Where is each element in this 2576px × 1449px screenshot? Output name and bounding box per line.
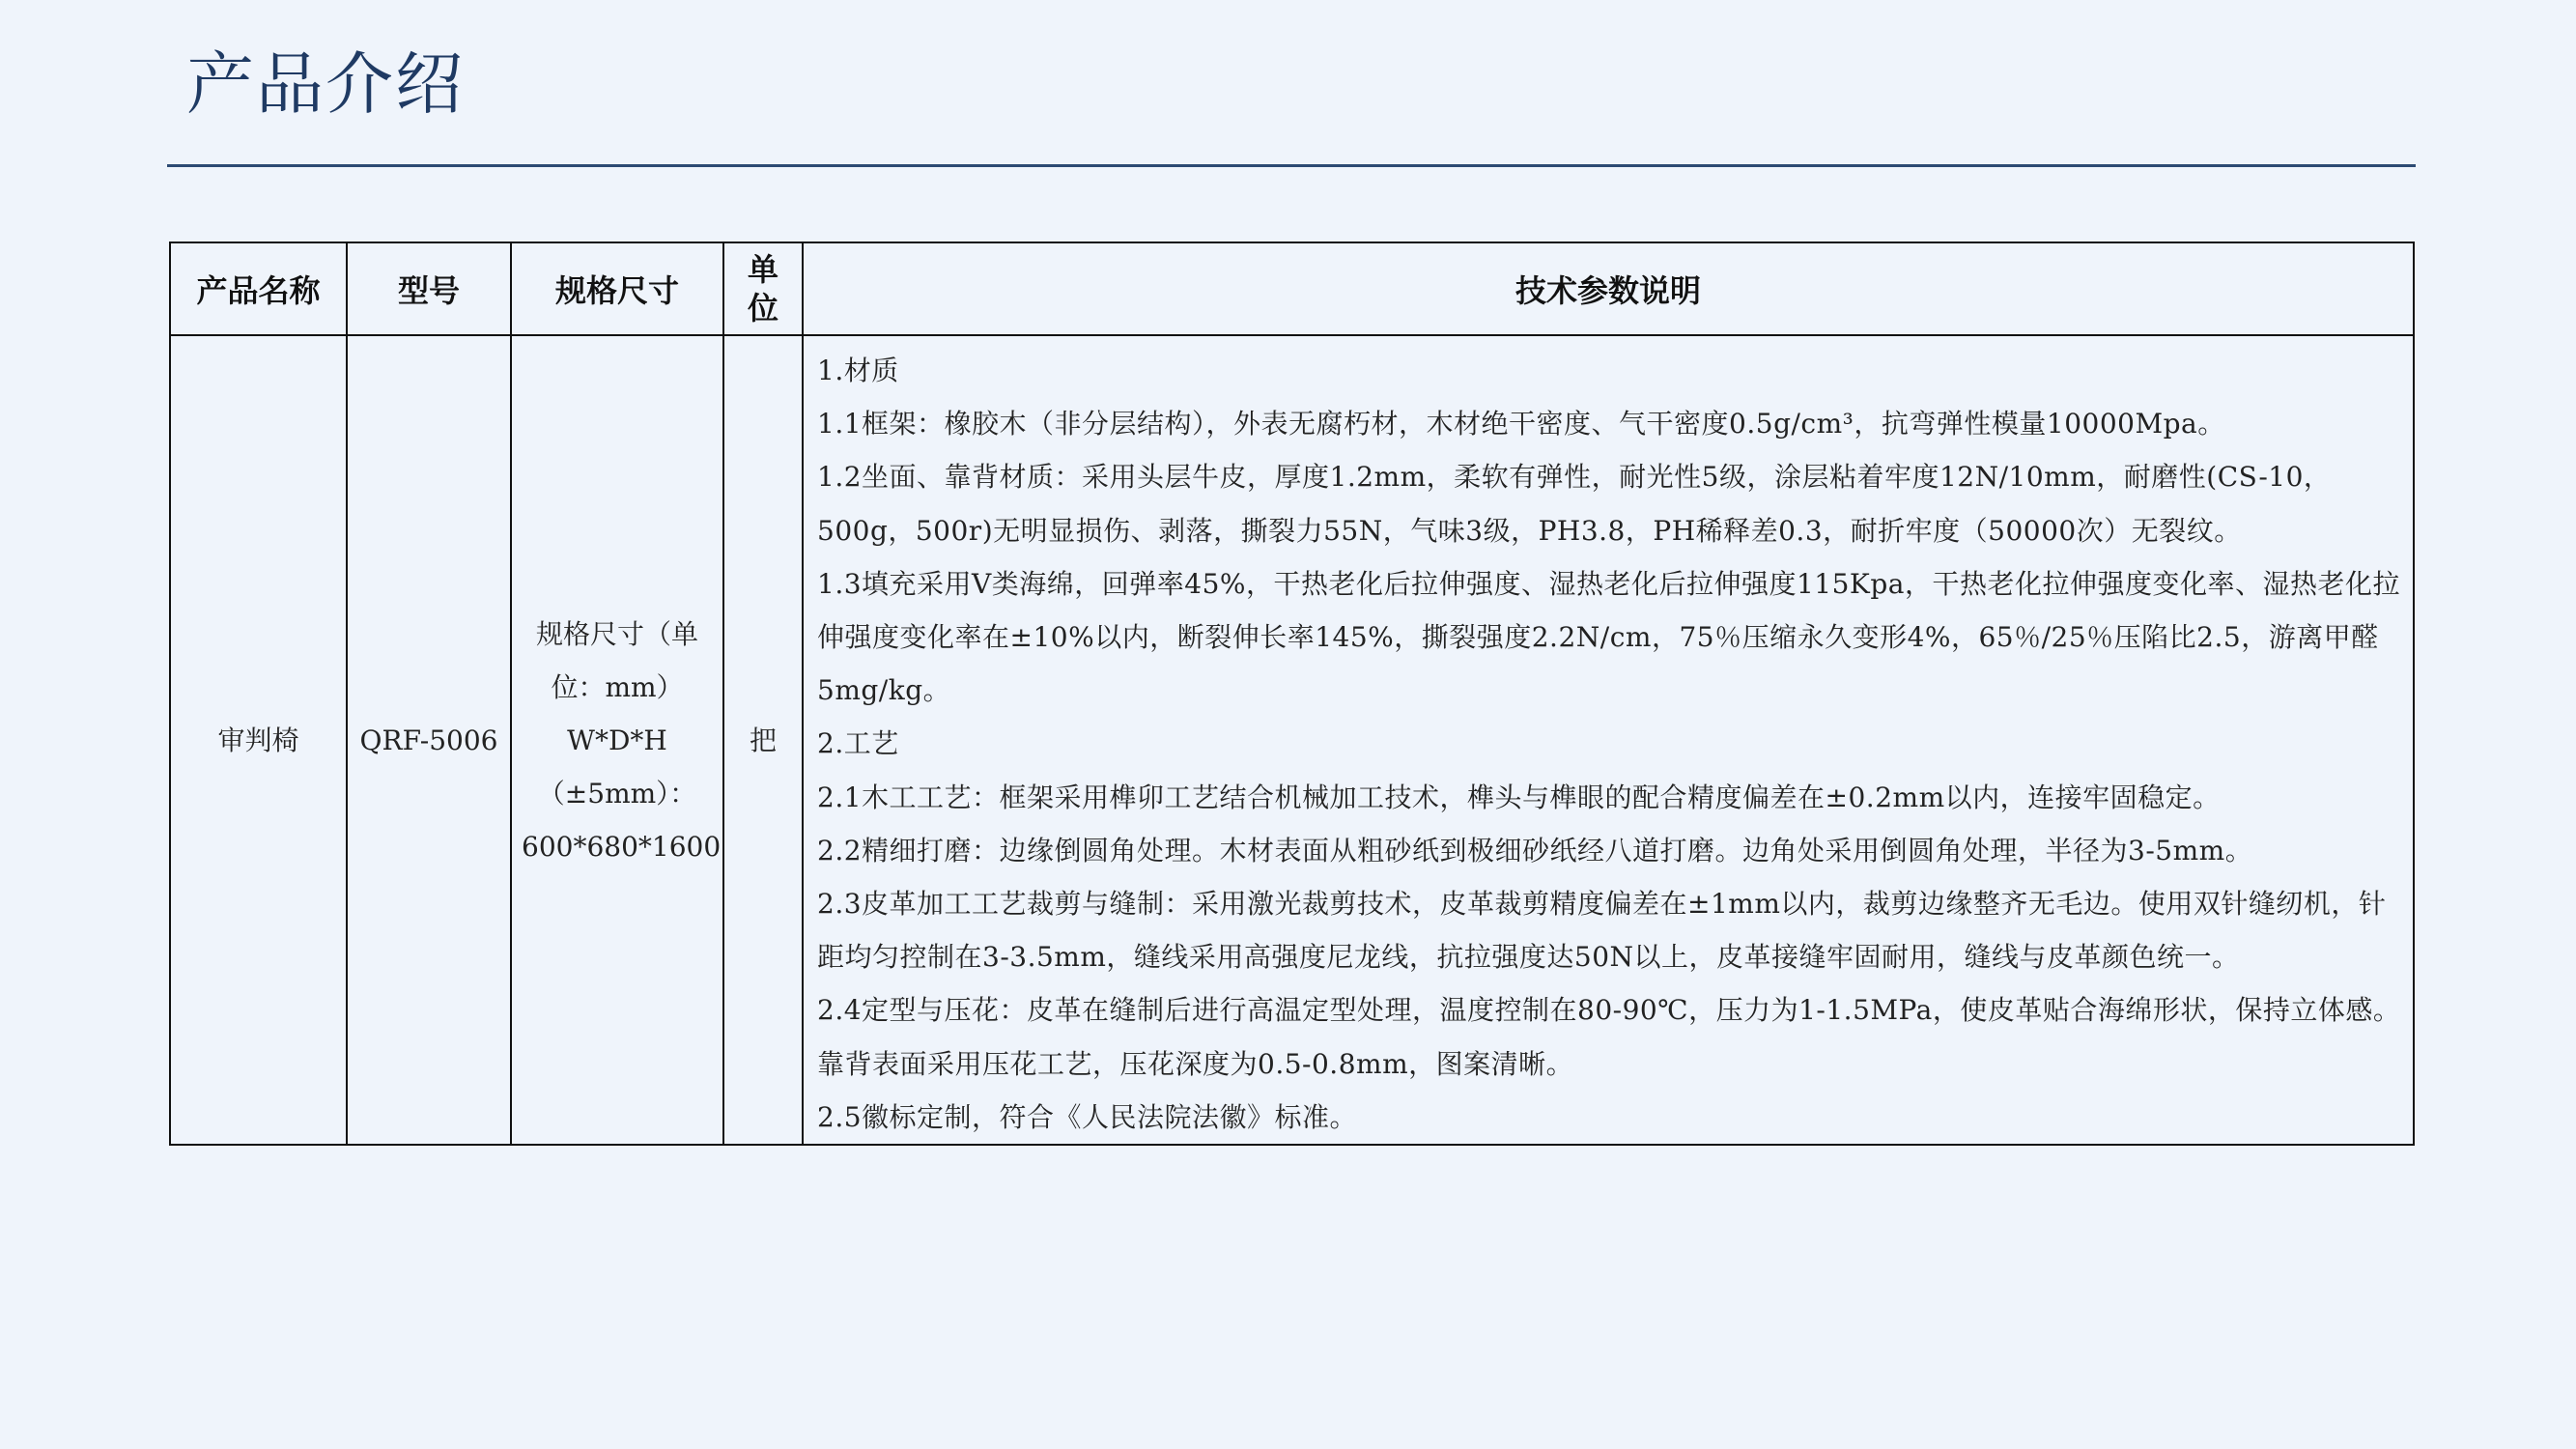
table-row xyxy=(170,335,2414,1145)
tech-line-shaping-embossing: 2.4定型与压花：皮革在缝制后进行高温定型处理，温度控制在80-90℃，压力为1-1.5MPa，使皮革贴合海绵形状，保持立体感。靠背表面采用压花工艺，压花深度为0.5-0.8mm，图案清晰。 xyxy=(817,994,2401,1080)
cell-model: QRF-5006 xyxy=(347,335,511,1145)
product-spec-table xyxy=(169,242,2415,1146)
header-product-name: 产品名称 xyxy=(170,242,347,335)
cell-product-name: 审判椅 xyxy=(170,335,347,1145)
tech-line-material-heading: 1.材质 xyxy=(817,355,899,386)
header-size: 规格尺寸 xyxy=(511,242,723,335)
cell-tech-params xyxy=(803,335,2414,1145)
tech-line-sanding: 2.2精细打磨：边缘倒圆角处理。木材表面从粗砂纸到极细砂纸经八道打磨。边角处采用倒圆角处理，半径为3-5mm。 xyxy=(817,834,2253,867)
tech-line-leather-cutting: 2.3皮革加工工艺裁剪与缝制：采用激光裁剪技术，皮革裁剪精度偏差在±1mm以内，裁剪边缘整齐无毛边。使用双针缝纫机，针距均匀控制在3-3.5mm，缝线采用高强度尼龙线，抗拉强度达50N以上，皮革接缝牢固耐用，缝线与皮革颜色统一。 xyxy=(817,888,2387,974)
tech-line-craft-heading: 2.工艺 xyxy=(817,727,899,760)
tech-line-filling: 1.3填充采用V类海绵，回弹率45%，干热老化后拉伸强度、湿热老化后拉伸强度115Kpa，干热老化拉伸强度变化率、湿热老化拉伸强度变化率在±10%以内，断裂伸长率145%，撕裂强度2.2N/cm，75％压缩永久变形4%，65％/25％压陷比2.5，游离甲醛5mg/kg。 xyxy=(817,567,2400,707)
cell-unit: 把 xyxy=(723,335,803,1145)
title-divider xyxy=(167,164,2416,167)
tech-line-frame: 1.1框架：橡胶木（非分层结构），外表无腐朽材，木材绝干密度、气干密度0.5g/cm³，抗弯弹性模量10000Mpa。 xyxy=(817,408,2225,440)
header-tech-params: 技术参数说明 xyxy=(803,242,2414,335)
cell-size: 规格尺寸（单位：mm）W*D*H（±5mm）：600*680*1600 xyxy=(511,335,723,1145)
tech-line-seat-back-material: 1.2坐面、靠背材质：采用头层牛皮，厚度1.2mm，柔软有弹性，耐光性5级，涂层粘着牢度12N/10mm，耐磨性(CS-10，500g，500r)无明显损伤、剥落，撕裂力55N，气味3级，PH3.8，PH稀释差0.3，耐折牢度（50000次）无裂纹。 xyxy=(817,461,2332,547)
header-unit xyxy=(723,242,803,335)
header-model: 型号 xyxy=(347,242,511,335)
table-header-row xyxy=(170,242,2414,335)
tech-line-woodwork: 2.1木工工艺：框架采用榫卯工艺结合机械加工技术，榫头与榫眼的配合精度偏差在±0.2mm以内，连接牢固稳定。 xyxy=(817,781,2221,813)
page-title: 产品介绍 xyxy=(186,44,465,124)
header-unit-label: 单位 xyxy=(747,251,778,327)
tech-line-emblem: 2.5徽标定制，符合《人民法院法徽》标准。 xyxy=(817,1100,1358,1133)
